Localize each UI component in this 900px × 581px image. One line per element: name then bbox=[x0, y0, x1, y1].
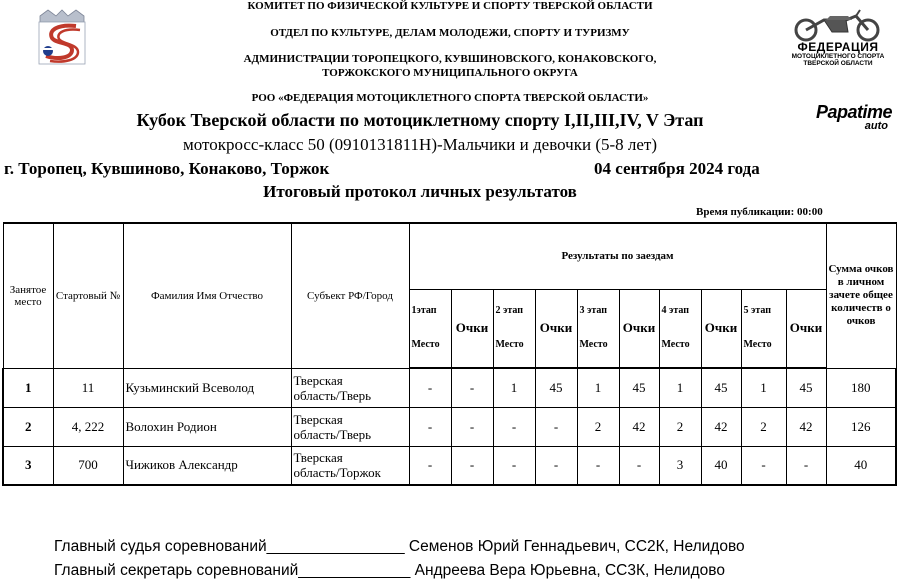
header-region: Субъект РФ/Город bbox=[291, 223, 409, 368]
table-row bbox=[3, 407, 896, 446]
cell-name: Волохин Родион bbox=[123, 407, 291, 446]
cell-stage5-points: - bbox=[786, 446, 826, 485]
header-line-committee: КОМИТЕТ ПО ФИЗИЧЕСКОЙ КУЛЬТУРЕ И СПОРТУ ТВЕРСКОЙ ОБЛАСТИ bbox=[247, 0, 653, 12]
competition-place: г. Торопец, Кувшиново, Конаково, Торжок bbox=[4, 159, 330, 178]
federation-logo-title: ФЕДЕРАЦИЯ bbox=[797, 40, 879, 54]
cell-stage5-place: - bbox=[741, 446, 786, 485]
cell-stage2-place: - bbox=[493, 446, 535, 485]
header-results: Результаты по заездам bbox=[409, 223, 826, 289]
cell-start-no: 11 bbox=[53, 368, 123, 407]
header-stage4-points: Очки bbox=[701, 289, 741, 368]
cell-region bbox=[291, 446, 409, 485]
cell-stage2-points: - bbox=[535, 407, 577, 446]
header-line-federation: РОО «ФЕДЕРАЦИЯ МОТОЦИКЛЕТНОГО СПОРТА ТВЕРСКОЙ ОБЛАСТИ» bbox=[251, 92, 649, 104]
cell-region-line1: Тверская bbox=[293, 372, 343, 388]
cell-name: Чижиков Александр bbox=[123, 446, 291, 485]
cell-stage4-place: 2 bbox=[659, 407, 701, 446]
cell-stage1-place: - bbox=[409, 446, 451, 485]
header-stage5-place-label: Место bbox=[743, 339, 772, 351]
cell-region bbox=[291, 368, 409, 407]
header-stage4-place bbox=[659, 289, 701, 368]
committee-emblem-icon bbox=[36, 8, 88, 66]
federation-logo-line1: МОТОЦИКЛЕТНОГО СПОРТА bbox=[791, 53, 885, 60]
cell-stage2-place: 1 bbox=[493, 368, 535, 407]
cell-stage1-points: - bbox=[451, 368, 493, 407]
cell-stage4-place: 3 bbox=[659, 446, 701, 485]
cell-stage3-points: - bbox=[619, 446, 659, 485]
cell-region-line2: область/Торжок bbox=[293, 465, 381, 481]
header-start-no: Стартовый № bbox=[53, 223, 123, 368]
federation-logo-caption bbox=[786, 41, 890, 67]
header-stage3-place-label: Место bbox=[579, 339, 608, 351]
cell-stage1-points: - bbox=[451, 446, 493, 485]
cell-region bbox=[291, 407, 409, 446]
sponsor-logo-sub: auto bbox=[864, 120, 888, 132]
federation-logo-line2: ТВЕРСКОЙ ОБЛАСТИ bbox=[803, 60, 873, 67]
cell-region-line2: область/Тверь bbox=[293, 387, 372, 403]
cell-start-no: 700 bbox=[53, 446, 123, 485]
cell-stage5-points: 45 bbox=[786, 368, 826, 407]
header-stage1-place-label: Место bbox=[411, 339, 440, 351]
chief-secretary-signature: Главный секретарь соревнований_____________ Андреева Вера Юрьевна, СС3К, Нелидово bbox=[54, 562, 725, 579]
competition-title: Кубок Тверской области по мотоциклетному спорту I,II,III,IV, V Этап bbox=[136, 110, 704, 130]
cell-total: 180 bbox=[826, 368, 896, 407]
protocol-title: Итоговый протокол личных результатов bbox=[263, 182, 577, 201]
header-stage5: 5 этап bbox=[743, 305, 771, 317]
table-row bbox=[3, 446, 896, 485]
header-stage2-place-label: Место bbox=[495, 339, 524, 351]
header-stage1: 1этап bbox=[411, 305, 437, 317]
cell-stage3-place: 2 bbox=[577, 407, 619, 446]
cell-stage4-points: 40 bbox=[701, 446, 741, 485]
cell-stage1-points: - bbox=[451, 407, 493, 446]
cell-total: 126 bbox=[826, 407, 896, 446]
sponsor-logo-main: Papatime bbox=[815, 102, 892, 122]
cell-stage1-place: - bbox=[409, 407, 451, 446]
header-stage5-points: Очки bbox=[786, 289, 826, 368]
header-stage4-place-label: Место bbox=[661, 339, 690, 351]
cell-place: 2 bbox=[3, 407, 53, 446]
header-stage3-place bbox=[577, 289, 619, 368]
cell-stage3-points: 42 bbox=[619, 407, 659, 446]
cell-stage2-points: 45 bbox=[535, 368, 577, 407]
cell-stage4-place: 1 bbox=[659, 368, 701, 407]
cell-stage3-place: - bbox=[577, 446, 619, 485]
sponsor-logo bbox=[770, 104, 892, 131]
cell-place: 3 bbox=[3, 446, 53, 485]
cell-stage4-points: 45 bbox=[701, 368, 741, 407]
cell-region-line1: Тверская bbox=[293, 411, 343, 427]
header-line-administration: АДМИНИСТРАЦИИ ТОРОПЕЦКОГО, КУВШИНОВСКОГО, КОНАКОВСКОГО, bbox=[243, 53, 657, 65]
header-stage3: 3 этап bbox=[579, 305, 607, 317]
cell-stage5-place: 2 bbox=[741, 407, 786, 446]
header-place: Занятое место bbox=[3, 223, 53, 368]
cell-total: 40 bbox=[826, 446, 896, 485]
motorcycle-icon bbox=[786, 8, 890, 42]
chief-judge-signature: Главный судья соревнований________________ Семенов Юрий Геннадьевич, СС2К, Нелидово bbox=[54, 538, 745, 555]
competition-date: 04 сентября 2024 года bbox=[594, 159, 760, 178]
cell-region-line1: Тверская bbox=[293, 450, 343, 466]
competition-class: мотокросс-класс 50 (0910131811Н)-Мальчики и девочки (5-8 лет) bbox=[182, 135, 658, 154]
cell-region-line2: область/Тверь bbox=[293, 426, 372, 442]
cell-stage3-place: 1 bbox=[577, 368, 619, 407]
header-line-district: ТОРЖОКСКОГО МУНИЦИПАЛЬНОГО ОКРУГА bbox=[322, 67, 578, 79]
header-line-department: ОТДЕЛ ПО КУЛЬТУРЕ, ДЕЛАМ МОЛОДЕЖИ, СПОРТУ И ТУРИЗМУ bbox=[270, 27, 630, 39]
header-stage2: 2 этап bbox=[495, 305, 523, 317]
cell-stage4-points: 42 bbox=[701, 407, 741, 446]
header-stage4: 4 этап bbox=[661, 305, 689, 317]
header-stage1-place bbox=[409, 289, 451, 368]
cell-place: 1 bbox=[3, 368, 53, 407]
header-stage2-points: Очки bbox=[535, 289, 577, 368]
header-stage5-place bbox=[741, 289, 786, 368]
cell-stage5-points: 42 bbox=[786, 407, 826, 446]
header-stage1-points: Очки bbox=[451, 289, 493, 368]
header-total: Сумма очков в личном зачете общее количеств о очков bbox=[826, 223, 896, 368]
cell-stage2-points: - bbox=[535, 446, 577, 485]
header-name: Фамилия Имя Отчество bbox=[123, 223, 291, 368]
header-stage3-points: Очки bbox=[619, 289, 659, 368]
cell-start-no: 4, 222 bbox=[53, 407, 123, 446]
cell-stage3-points: 45 bbox=[619, 368, 659, 407]
cell-stage1-place: - bbox=[409, 368, 451, 407]
table-row bbox=[3, 368, 896, 407]
cell-stage2-place: - bbox=[493, 407, 535, 446]
cell-stage5-place: 1 bbox=[741, 368, 786, 407]
publication-time: Время публикации: 00:00 bbox=[696, 206, 823, 218]
header-stage2-place bbox=[493, 289, 535, 368]
cell-name: Кузьминский Всеволод bbox=[123, 368, 291, 407]
results-table bbox=[2, 222, 897, 486]
